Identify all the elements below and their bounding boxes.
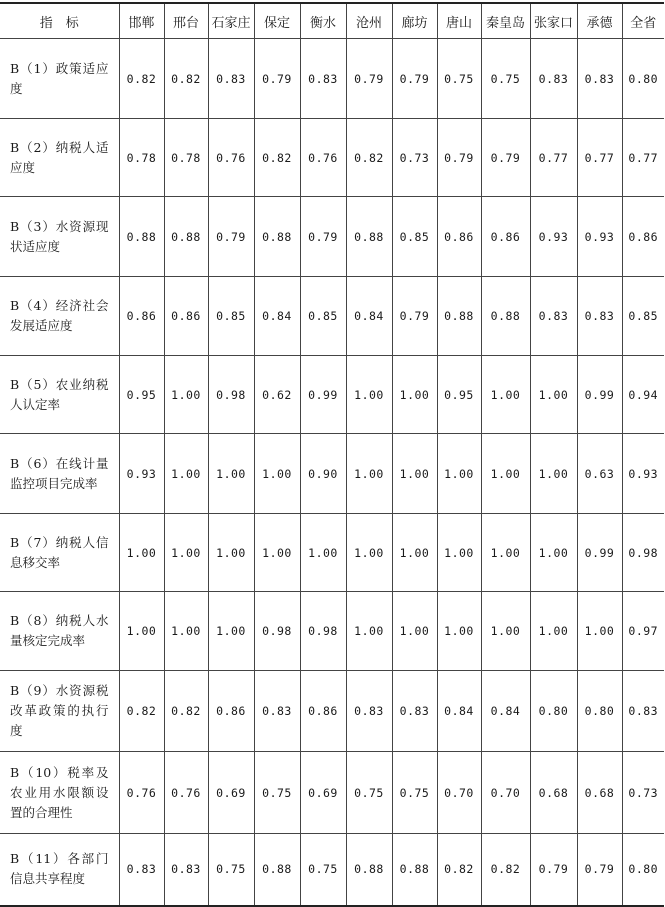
table-cell: 0.80: [577, 671, 622, 752]
table-cell: 0.94: [622, 356, 664, 434]
table-row: [0, 434, 664, 514]
table-cell: 0.83: [392, 671, 437, 752]
table-cell: 0.79: [577, 834, 622, 906]
table-cell: 1.00: [346, 514, 392, 592]
table-cell: 0.63: [577, 434, 622, 514]
table-row: [0, 277, 664, 356]
table-cell: 0.97: [622, 592, 664, 671]
row-label: B（5）农业纳税人认定率: [0, 356, 119, 434]
table-cell: 0.88: [164, 197, 208, 277]
row-label: B（7）纳税人信息移交率: [0, 514, 119, 592]
table-cell: 0.75: [208, 834, 254, 906]
table-cell: 0.85: [622, 277, 664, 356]
table-cell: 0.79: [300, 197, 346, 277]
row-label: B（2）纳税人适应度: [0, 119, 119, 197]
row-label: B（1）政策适应度: [0, 39, 119, 119]
table-cell: 0.83: [254, 671, 300, 752]
table-cell: 0.84: [481, 671, 530, 752]
table-cell: 0.86: [300, 671, 346, 752]
table-cell: 1.00: [254, 514, 300, 592]
table-cell: 0.83: [164, 834, 208, 906]
table-cell: 0.93: [577, 197, 622, 277]
table-cell: 0.75: [254, 752, 300, 834]
table-cell: 0.86: [119, 277, 164, 356]
table-cell: 0.68: [577, 752, 622, 834]
table-cell: 1.00: [530, 514, 577, 592]
table-cell: 0.79: [392, 39, 437, 119]
row-label: B（11）各部门信息共享程度: [0, 834, 119, 906]
table-cell: 0.88: [437, 277, 481, 356]
table-cell: 0.86: [481, 197, 530, 277]
table-cell: 1.00: [530, 592, 577, 671]
row-label: B（4）经济社会发展适应度: [0, 277, 119, 356]
table-cell: 0.80: [622, 39, 664, 119]
table-cell: 0.85: [300, 277, 346, 356]
header-col: 唐山: [437, 3, 481, 39]
table-cell: 0.69: [300, 752, 346, 834]
table-cell: 1.00: [392, 356, 437, 434]
table-cell: 0.93: [622, 434, 664, 514]
table-cell: 0.68: [530, 752, 577, 834]
table-row: [0, 197, 664, 277]
table-cell: 0.76: [300, 119, 346, 197]
table-cell: 0.85: [208, 277, 254, 356]
table-cell: 0.76: [164, 752, 208, 834]
table-cell: 0.82: [119, 671, 164, 752]
table-cell: 0.93: [119, 434, 164, 514]
row-label: B（9）水资源税改革政策的执行度: [0, 671, 119, 752]
row-label: B（3）水资源现状适应度: [0, 197, 119, 277]
table-cell: 1.00: [392, 434, 437, 514]
table-cell: 0.79: [392, 277, 437, 356]
table-cell: 0.88: [346, 834, 392, 906]
table-cell: 0.77: [577, 119, 622, 197]
table-cell: 0.95: [437, 356, 481, 434]
table-cell: 0.82: [437, 834, 481, 906]
row-label: B（10）税率及农业用水限额设置的合理性: [0, 752, 119, 834]
row-label: B（6）在线计量监控项目完成率: [0, 434, 119, 514]
table-cell: 1.00: [437, 514, 481, 592]
table-cell: 1.00: [437, 592, 481, 671]
table-cell: 0.70: [437, 752, 481, 834]
table-cell: 0.86: [437, 197, 481, 277]
table-cell: 0.84: [346, 277, 392, 356]
table-cell: 0.82: [119, 39, 164, 119]
table-cell: 0.80: [530, 671, 577, 752]
table-cell: 0.79: [254, 39, 300, 119]
table-body: [0, 39, 664, 906]
table-cell: 0.82: [254, 119, 300, 197]
table-cell: 0.83: [119, 834, 164, 906]
table-cell: 0.76: [119, 752, 164, 834]
table-cell: 0.79: [481, 119, 530, 197]
table-cell: 1.00: [119, 592, 164, 671]
table-cell: 1.00: [254, 434, 300, 514]
table-row: [0, 671, 664, 752]
table-cell: 0.98: [208, 356, 254, 434]
table-cell: 1.00: [208, 434, 254, 514]
table-cell: 0.86: [208, 671, 254, 752]
table-cell: 0.79: [208, 197, 254, 277]
table-cell: 0.88: [254, 197, 300, 277]
table-cell: 1.00: [164, 514, 208, 592]
table-cell: 0.62: [254, 356, 300, 434]
header-col: 秦皇岛: [481, 3, 530, 39]
table-cell: 0.88: [481, 277, 530, 356]
table-cell: 0.83: [622, 671, 664, 752]
table-cell: 0.83: [300, 39, 346, 119]
table-cell: 0.83: [577, 277, 622, 356]
table-cell: 0.76: [208, 119, 254, 197]
table-cell: 1.00: [208, 514, 254, 592]
table-cell: 0.95: [119, 356, 164, 434]
table-cell: 0.70: [481, 752, 530, 834]
table-cell: 1.00: [300, 514, 346, 592]
table-cell: 1.00: [481, 434, 530, 514]
table-cell: 0.93: [530, 197, 577, 277]
header-indicator: 指 标: [0, 3, 119, 39]
table-cell: 0.83: [577, 39, 622, 119]
header-col: 张家口: [530, 3, 577, 39]
table-cell: 1.00: [164, 356, 208, 434]
table-cell: 0.84: [254, 277, 300, 356]
table-cell: 0.83: [208, 39, 254, 119]
table-cell: 0.75: [346, 752, 392, 834]
table-cell: 0.84: [437, 671, 481, 752]
table-cell: 0.86: [622, 197, 664, 277]
table-cell: 0.98: [622, 514, 664, 592]
table-cell: 0.80: [622, 834, 664, 906]
table-cell: 0.90: [300, 434, 346, 514]
table-cell: 1.00: [437, 434, 481, 514]
table-row: [0, 356, 664, 434]
header-col: 廊坊: [392, 3, 437, 39]
table-cell: 0.77: [530, 119, 577, 197]
table-row: [0, 834, 664, 906]
table-cell: 0.83: [346, 671, 392, 752]
header-col: 衡水: [300, 3, 346, 39]
table-cell: 0.88: [119, 197, 164, 277]
row-label: B（8）纳税人水量核定完成率: [0, 592, 119, 671]
table-row: [0, 119, 664, 197]
table-cell: 0.98: [254, 592, 300, 671]
table-cell: 1.00: [577, 592, 622, 671]
table-cell: 0.82: [346, 119, 392, 197]
table-cell: 1.00: [530, 434, 577, 514]
table-cell: 0.85: [392, 197, 437, 277]
table-cell: 0.99: [577, 356, 622, 434]
table-cell: 0.79: [530, 834, 577, 906]
table-cell: 1.00: [119, 514, 164, 592]
header-col: 全省: [622, 3, 664, 39]
table-cell: 1.00: [530, 356, 577, 434]
header-col: 邯郸: [119, 3, 164, 39]
table-cell: 1.00: [481, 514, 530, 592]
header-col: 保定: [254, 3, 300, 39]
table-cell: 1.00: [164, 592, 208, 671]
table-cell: 0.73: [622, 752, 664, 834]
table-cell: 0.75: [300, 834, 346, 906]
header-col: 沧州: [346, 3, 392, 39]
table-cell: 0.75: [437, 39, 481, 119]
header-col: 邢台: [164, 3, 208, 39]
table-cell: 0.75: [481, 39, 530, 119]
table-cell: 0.98: [300, 592, 346, 671]
table-cell: 0.79: [346, 39, 392, 119]
table-cell: 0.75: [392, 752, 437, 834]
table-cell: 0.99: [577, 514, 622, 592]
table-cell: 0.82: [164, 39, 208, 119]
table-cell: 1.00: [346, 434, 392, 514]
table-cell: 0.86: [164, 277, 208, 356]
table-cell: 0.99: [300, 356, 346, 434]
table-row: [0, 752, 664, 834]
table-cell: 1.00: [346, 592, 392, 671]
table-cell: 0.83: [530, 39, 577, 119]
table-cell: 0.73: [392, 119, 437, 197]
indicator-table: [0, 2, 664, 907]
table-row: [0, 39, 664, 119]
table-cell: 0.88: [346, 197, 392, 277]
table-cell: 0.88: [392, 834, 437, 906]
table-cell: 0.82: [164, 671, 208, 752]
table-cell: 0.78: [119, 119, 164, 197]
table-cell: 0.83: [530, 277, 577, 356]
table-cell: 0.79: [437, 119, 481, 197]
table-cell: 1.00: [164, 434, 208, 514]
table-cell: 1.00: [392, 514, 437, 592]
header-col: 承德: [577, 3, 622, 39]
table-cell: 0.69: [208, 752, 254, 834]
header-col: 石家庄: [208, 3, 254, 39]
table-cell: 0.82: [481, 834, 530, 906]
table-cell: 0.88: [254, 834, 300, 906]
table-cell: 1.00: [346, 356, 392, 434]
table-row: [0, 592, 664, 671]
table-row: [0, 514, 664, 592]
table-cell: 1.00: [208, 592, 254, 671]
table-cell: 1.00: [481, 592, 530, 671]
table-cell: 1.00: [392, 592, 437, 671]
table-cell: 0.78: [164, 119, 208, 197]
table-cell: 1.00: [481, 356, 530, 434]
header-row: [0, 3, 664, 39]
table-cell: 0.77: [622, 119, 664, 197]
